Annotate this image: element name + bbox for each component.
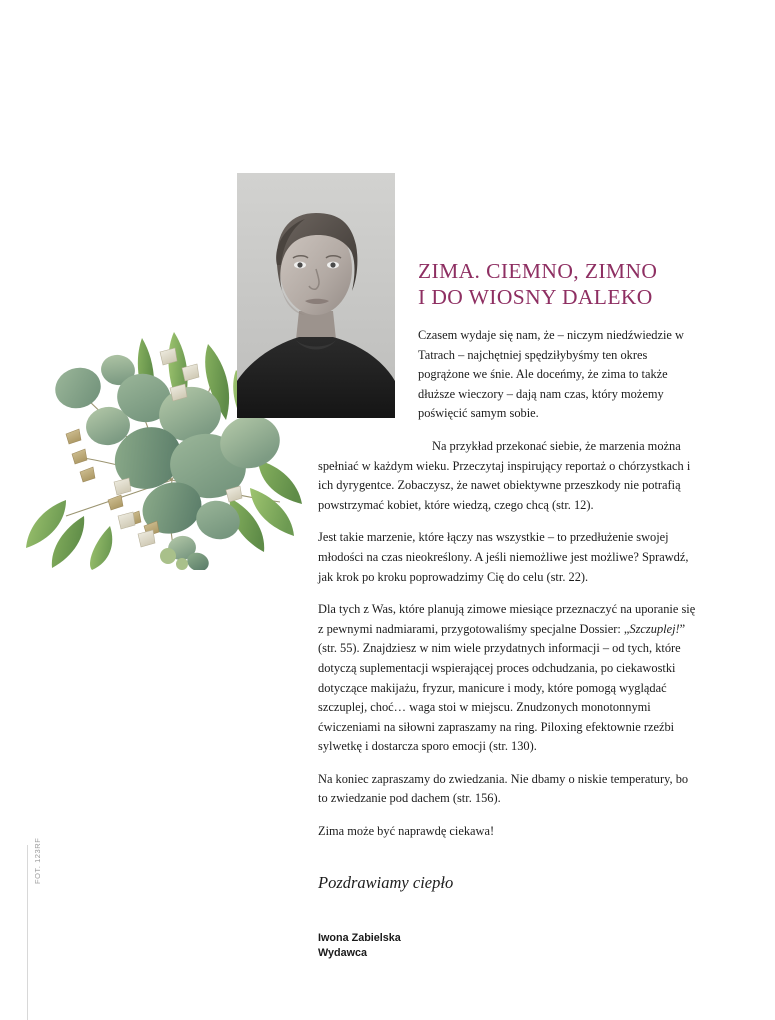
headline-line-2: I DO WIOSNY DALEKO	[418, 285, 653, 309]
body-paragraph-3: Jest takie marzenie, które łączy nas wszystkie – to przedłużenie swojej młodości na czas nieokreślony. A jeśli niemożliwe jest możliwe? Sprawdź, jak krok po kroku poprowadzimy Cię do celu (str. 22).	[318, 530, 689, 584]
editorial-text-column	[318, 258, 700, 961]
photo-credit-label: FOT. 123RF	[33, 837, 42, 884]
headline-line-1: ZIMA. CIEMNO, ZIMNO	[418, 259, 658, 283]
dossier-title-emphasis: Szczuplej!	[629, 621, 680, 636]
body-paragraph-2: Na przykład przekonać siebie, że marzenia można spełniać w każdym wieku. Przeczytaj inspirujący reportaż o chórzystkach i ich dyrygentce. Zobaczysz, że nawet obiektywne przeszkody nie potrafią powstrzymać kobiet, które wiedzą, czego chcą (str. 12).	[318, 438, 691, 512]
body-paragraph-1: Czasem wydaje się nam, że – niczym niedźwiedzie w Tatrach – najchętniej spędziłybyśmy ten okres pogrążone we śnie. Ale doceńmy, że zima to także dłuższe wieczory – dają nam czas, który możemy poświęcić samym sobie.	[418, 328, 684, 421]
body-paragraph-5: Na koniec zapraszamy do zwiedzania. Nie dbamy o niskie temperatury, bo to zwiedzanie pod dachem (str. 156).	[318, 771, 689, 806]
signoff-text: Pozdrawiamy ciepło	[318, 872, 454, 892]
byline	[318, 931, 700, 961]
byline-role: Wydawca	[318, 946, 368, 959]
body-paragraph-4	[318, 600, 700, 757]
left-margin-rule	[27, 845, 28, 1020]
body-paragraph-6: Zima może być naprawdę ciekawa!	[318, 824, 495, 839]
body-paragraph-4-part-2: ” (str. 55). Znajdziesz w nim wiele przydatnych informacji – od tych, które dotyczą suplementacji wspierającej proces odchudzania, po ciekawostki dotyczące makijażu, fryzur, manicure i mody, które pomogą wyglądać szczuplej, choć… waga stoi w miejscu. Znudzonych monotonnymi ćwiczeniami na siłowni zapraszamy na ring. Piloxing efektownie rzeźbi sylwetkę i dostarcza sporo emocji (str. 130).	[318, 621, 686, 754]
page-title	[318, 258, 700, 310]
byline-name: Iwona Zabielska	[318, 931, 401, 944]
body-paragraph-4-part-1: Dla tych z Was, które planują zimowe miesiące przeznaczyć na uporanie się z pewnymi nadmiarami, przygotowaliśmy specjalne Dossier: „	[318, 602, 696, 636]
